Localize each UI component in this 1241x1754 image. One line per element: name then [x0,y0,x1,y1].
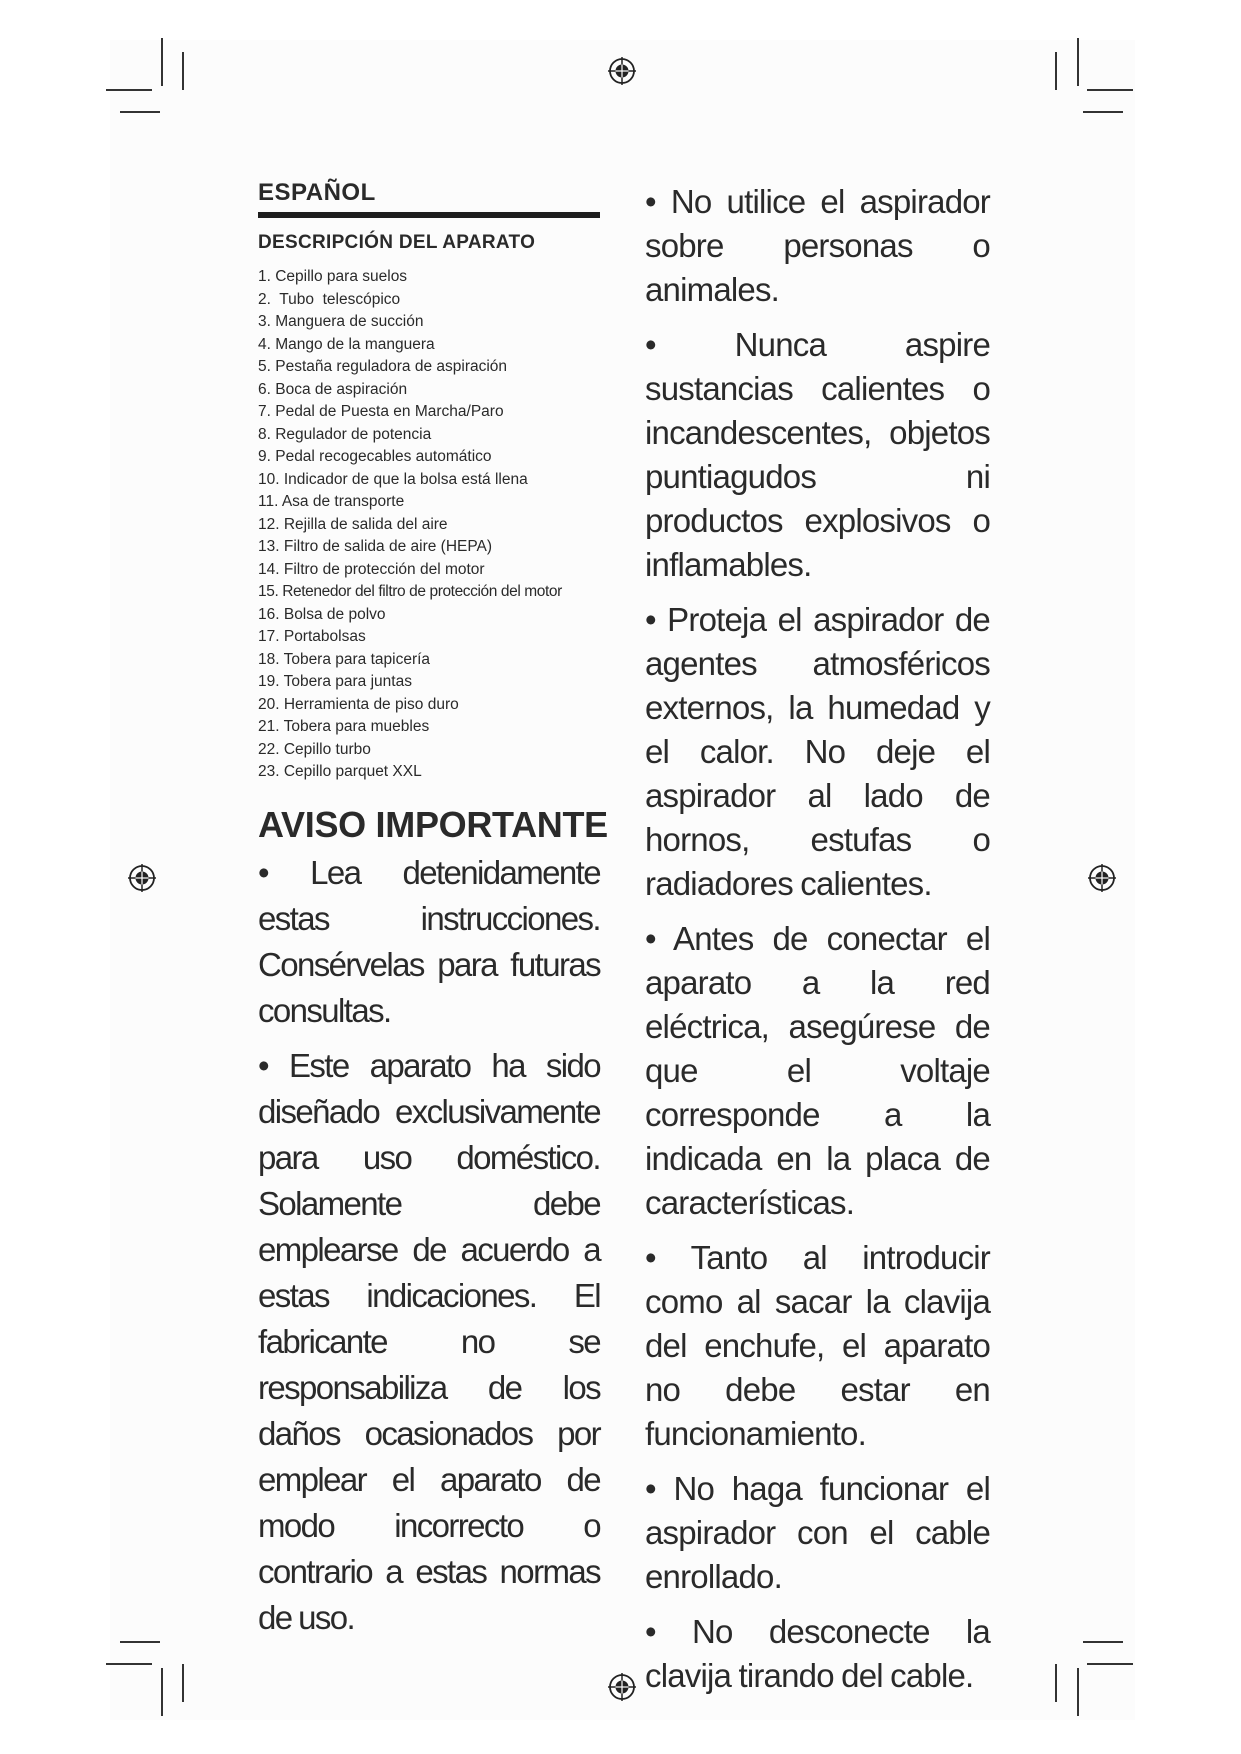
notice-paragraph: • No utilice el aspirador sobre personas o animales. [645,183,990,308]
registration-mark-icon [127,863,157,893]
crop-mark [1087,1663,1133,1665]
notice-paragraph: • Este aparato ha sido diseñado exclusivamente para uso doméstico. Solamente debe emplearse de acuerdo a estas indicaciones. El fabricante no se responsabiliza de los daños ocasionados por emplear el aparato de modo incorrecto o contrario a estas normas de uso. [258,1046,600,1636]
list-item: 9. Pedal recogecables automático [258,448,492,465]
registration-mark-icon [1087,863,1117,893]
notice-title: AVISO IMPORTANTE [258,803,608,845]
list-item: 12. Rejilla de salida del aire [258,515,448,533]
list-item: 7. Pedal de Puesta en Marcha/Paro [258,403,504,420]
crop-mark [161,1668,163,1716]
crop-mark [1077,1668,1079,1716]
notice-paragraph: • No desconecte la clavija tirando del cable. [645,1613,990,1694]
crop-mark [1083,111,1123,113]
crop-mark [120,1641,160,1643]
list-item: 3. Manguera de succión [258,313,424,330]
list-item: 20. Herramienta de piso duro [258,695,459,713]
list-item: 5. Pestaña reguladora de aspiración [258,358,508,375]
section-title: DESCRIPCIÓN DEL APARATO [258,232,536,253]
notice-paragraph: • Tanto al introducir como al sacar la clavija del enchufe, el aparato no debe estar en funcionamiento. [645,1239,990,1452]
language-heading: ESPAÑOL [258,179,376,206]
left-column [258,178,608,1650]
crop-mark [106,89,152,91]
list-item: 4. Mango de la manguera [258,335,435,353]
list-item: 10. Indicador de que la bolsa está llena [258,470,528,488]
crop-mark [1087,89,1133,91]
notice-paragraph: • Proteja el aspirador de agentes atmosféricos externos, la humedad y el calor. No deje el aspirador al lado de hornos, estufas o radiadores calientes. [645,601,990,902]
registration-mark-icon [607,1672,637,1702]
crop-mark [161,38,163,86]
notice-paragraph: • No haga funcionar el aspirador con el cable enrollado. [645,1470,990,1595]
list-item: 18. Tobera para tapicería [258,650,431,668]
list-item: 15. Retenedor del filtro de protección del motor [258,583,562,600]
list-item: 6. Boca de aspiración [258,380,408,398]
crop-mark [106,1663,152,1665]
list-item: 17. Portabolsas [258,628,366,645]
list-item: 1. Cepillo para suelos [258,268,408,285]
notice-paragraph: • Nunca aspire sustancias calientes o incandescentes, objetos puntiagudos ni productos explosivos o inflamables. [645,326,990,583]
list-item: 21. Tobera para muebles [258,718,430,735]
list-item: 22. Cepillo turbo [258,740,371,758]
crop-mark [1055,52,1057,90]
crop-mark [182,1664,184,1702]
parts-list [258,266,600,784]
list-item: 16. Bolsa de polvo [258,605,386,623]
list-item: 2. Tubo telescópico [258,290,401,308]
crop-mark [1083,1641,1123,1643]
right-column [645,180,990,1709]
crop-mark [1055,1664,1057,1702]
notice-paragraph: • Lea detenidamente estas instrucciones. Consérvelas para futuras consultas. [258,853,600,1029]
crop-mark [182,52,184,90]
registration-mark-icon [607,56,637,86]
heading-rule [258,212,600,218]
list-item: 8. Regulador de potencia [258,425,432,443]
notice-paragraph: • Antes de conectar el aparato a la red eléctrica, asegúrese de que el voltaje corresponde a la indicada en la placa de características. [645,920,990,1221]
list-item: 11. Asa de transporte [258,493,405,510]
list-item: 14. Filtro de protección del motor [258,560,485,578]
crop-mark [1077,38,1079,86]
list-item: 19. Tobera para juntas [258,673,412,690]
list-item: 13. Filtro de salida de aire (HEPA) [258,538,493,555]
crop-mark [120,111,160,113]
list-item: 23. Cepillo parquet XXL [258,763,422,780]
